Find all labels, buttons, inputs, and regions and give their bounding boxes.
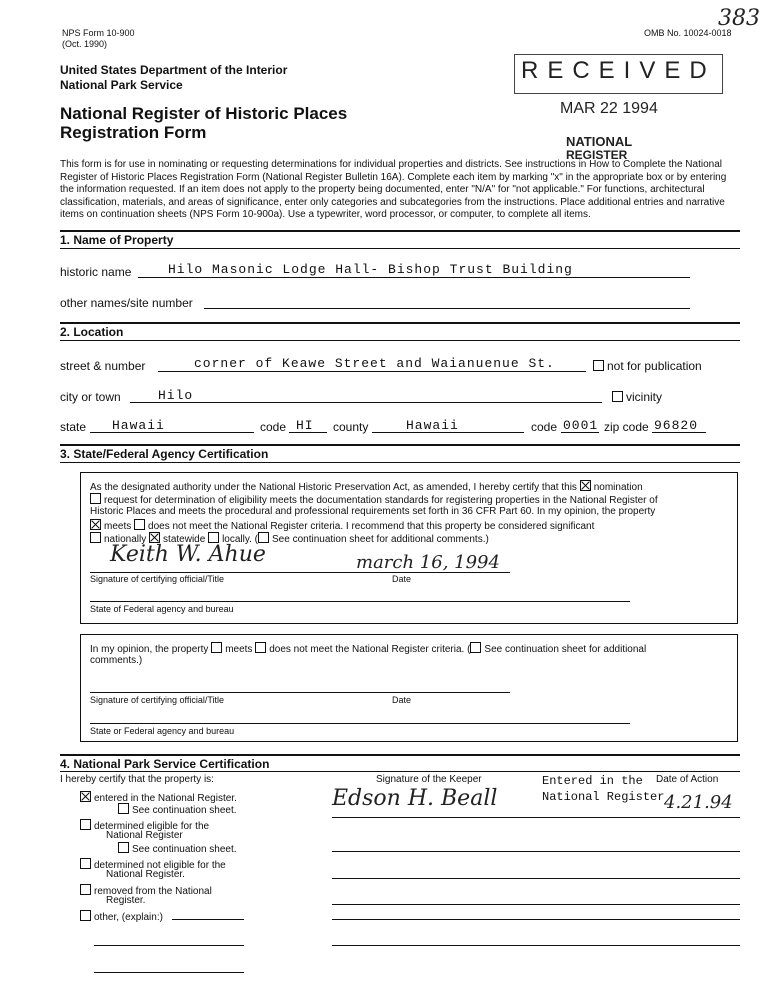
nps-intro: I hereby certify that the property is:: [60, 774, 214, 785]
opt-eligible-cont: See continuation sheet.: [118, 842, 237, 855]
nomination-checkbox[interactable]: [580, 480, 591, 491]
eligible-checkbox[interactable]: [80, 819, 91, 830]
certifying-date: march 16, 1994: [356, 552, 500, 573]
zip-value: 96820: [654, 418, 699, 433]
county-code-value: 0001: [563, 418, 599, 433]
service: National Park Service: [60, 78, 183, 92]
agency-label: State of Federal agency and bureau: [90, 604, 234, 614]
opinion-line2: comments.): [90, 655, 143, 666]
street-value: corner of Keawe Street and Waianuenue St.: [194, 356, 555, 371]
instructions: This form is for use in nominating or requesting determinations for individual properties and districts. See instructions in How to Complete the National Register of Historic Places Registration Form (National Register Bulletin 16A). Complete each item by marking "x" in the appropriate box or by entering the information requested. If an item does not apply to the property being documented, enter "N/A" for "not applicable." For functions, architectural classification, materials, and areas of significance, enter only categories and subcategories from the instructions. Place additional entries and narrative items on continuation sheets (NPS Form 10-900a). Use a typewriter, word processor, or computer, to complete all items.: [60, 159, 727, 220]
opt-entered: entered in the National Register.: [80, 791, 237, 804]
entered-typed-1: Entered in the: [542, 774, 643, 788]
action-date: 4.21.94: [664, 792, 733, 813]
agency-label-2: State or Federal agency and bureau: [90, 726, 235, 736]
not-eligible-checkbox[interactable]: [80, 858, 91, 869]
county-label: county: [333, 420, 369, 434]
received-stamp: RECEIVED: [514, 54, 723, 94]
opt-other: other, (explain:): [80, 910, 163, 923]
handwritten-number: 383: [718, 6, 760, 31]
date-label: Date: [392, 574, 412, 584]
historic-name-value: Hilo Masonic Lodge Hall- Bishop Trust Building: [168, 262, 573, 277]
stamp-line1: NATIONAL: [566, 134, 633, 149]
entered-continuation-checkbox[interactable]: [118, 803, 129, 814]
action-label: Date of Action: [656, 774, 719, 785]
nationally-checkbox[interactable]: [90, 532, 101, 543]
zip-label: zip code: [604, 420, 649, 434]
entered-checkbox[interactable]: [80, 791, 91, 802]
not-for-publication-checkbox[interactable]: [593, 360, 604, 371]
other-checkbox[interactable]: [80, 910, 91, 921]
not-for-publication[interactable]: [593, 359, 702, 373]
county-code-label: code: [531, 420, 558, 434]
state-code-label: code: [260, 420, 287, 434]
section-1-heading: 1. Name of Property: [60, 233, 174, 247]
cert-line2: request for determination of eligibility meets the documentation standards for registering properties in the National Register of: [90, 493, 658, 506]
opt-not-eligible-2: National Register.: [106, 869, 185, 880]
stamp-date: MAR 22 1994: [560, 100, 658, 117]
entered-typed-2: National Register: [542, 790, 665, 804]
state-label: state: [60, 420, 87, 434]
vicinity-checkbox[interactable]: [612, 391, 623, 402]
state-code-value: HI: [296, 418, 314, 433]
city-label: city or town: [60, 390, 121, 404]
date-label-2: Date: [392, 695, 412, 705]
keeper-label: Signature of the Keeper: [376, 774, 482, 785]
section-3-heading: 3. State/Federal Agency Certification: [60, 447, 269, 461]
department: United States Department of the Interior: [60, 63, 288, 77]
section-2-heading: 2. Location: [60, 325, 124, 339]
opinion-meets-checkbox[interactable]: [211, 642, 222, 653]
vicinity[interactable]: [612, 390, 662, 404]
meets-checkbox[interactable]: [90, 519, 101, 530]
opt-not-eligible: determined not eligible for the: [80, 858, 226, 871]
street-label: street & number: [60, 359, 146, 373]
page-title: National Register of Historic Places: [60, 104, 348, 123]
opinion-line1: In my opinion, the property meets does not meet the National Register criteria. ( See continuation sheet for additional: [90, 644, 647, 655]
stamp-line2: REGISTER: [566, 148, 628, 162]
historic-name-label: historic name: [60, 265, 132, 279]
state-value: Hawaii: [112, 418, 165, 433]
cert-line5: nationally statewide locally. ( See continuation sheet for additional comments.): [90, 532, 489, 545]
form-date: (Oct. 1990): [62, 39, 108, 49]
cert-line1: As the designated authority under the National Historic Preservation Act, as amended, I hereby certify that this nomination: [90, 482, 643, 493]
eligible-continuation-checkbox[interactable]: [118, 842, 129, 853]
keeper-signature: Edson H. Beall: [332, 786, 498, 811]
county-value: Hawaii: [406, 418, 459, 433]
cert-line4: meets does not meet the National Register criteria. I recommend that this property be considered significant: [90, 519, 594, 532]
opt-entered-cont: See continuation sheet.: [118, 803, 237, 816]
does-not-meet-checkbox[interactable]: [134, 519, 145, 530]
opt-removed-2: Register.: [106, 895, 146, 906]
opinion-does-not-meet-checkbox[interactable]: [255, 642, 266, 653]
cert-line3: Historic Places and meets the procedural and professional requirements set forth in 36 CFR Part 60. In my opinion, the property: [90, 506, 656, 517]
city-value: Hilo: [158, 388, 194, 403]
signature-label-2: Signature of certifying official/Title: [90, 695, 225, 705]
other-names-label: other names/site number: [60, 296, 193, 310]
determination-checkbox[interactable]: [90, 493, 101, 504]
signature-label: Signature of certifying official/Title: [90, 574, 225, 584]
section-4-heading: 4. National Park Service Certification: [60, 757, 270, 771]
opt-eligible: determined eligible for the: [80, 819, 209, 832]
vicinity-label: vicinity: [626, 390, 663, 404]
page-subtitle: Registration Form: [60, 123, 207, 142]
form-number: NPS Form 10-900: [62, 28, 135, 38]
opt-removed: removed from the National: [80, 884, 212, 897]
certifying-signature: Keith W. Ahue: [110, 542, 266, 567]
removed-checkbox[interactable]: [80, 884, 91, 895]
opinion-continuation-checkbox[interactable]: [470, 642, 481, 653]
not-for-publication-label: not for publication: [607, 359, 702, 373]
opt-eligible-2: National Register: [106, 830, 183, 841]
omb-number: OMB No. 10024-0018: [644, 28, 732, 38]
